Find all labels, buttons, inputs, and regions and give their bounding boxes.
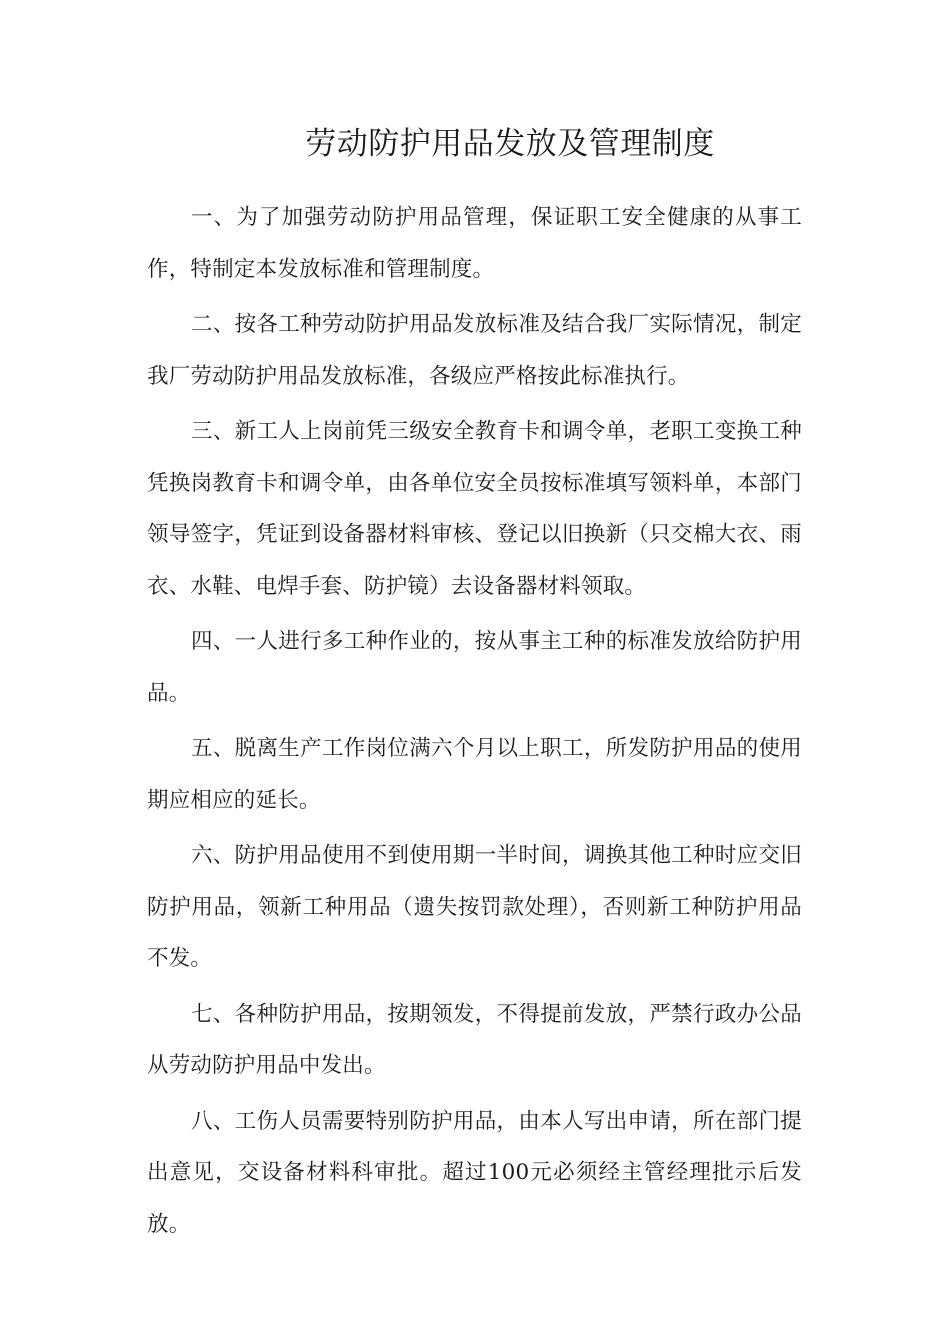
paragraph-8: 八、工伤人员需要特别防护用品，由本人写出申请，所在部门提出意见，交设备材料科审批。超过100元必须经主管经理批示后发放。 (147, 1108, 802, 1237)
paragraph-5: 五、脱离生产工作岗位满六个月以上职工，所发防护用品的使用期应相应的延长。 (147, 736, 802, 813)
document-body (147, 192, 802, 1254)
paragraph-3: 三、新工人上岗前凭三级安全教育卡和调令单，老职工变换工种凭换岗教育卡和调令单，由各单位安全员按标准填写领料单，本部门领导签字，凭证到设备器材料审核、登记以旧换新（只交棉大衣、雨衣、水鞋、电焊手套、防护镜）去设备器材料领取。 (147, 419, 802, 599)
document-title: 劳动防护用品发放及管理制度 (305, 126, 715, 162)
paragraph-7: 七、各种防护用品，按期领发，不得提前发放，严禁行政办公品从劳动防护用品中发出。 (147, 1001, 802, 1078)
paragraph-2: 二、按各工种劳动防护用品发放标准及结合我厂实际情况，制定我厂劳动防护用品发放标准，各级应严格按此标准执行。 (147, 312, 802, 389)
paragraph-6: 六、防护用品使用不到使用期一半时间，调换其他工种时应交旧防护用品，领新工种用品（遗失按罚款处理），否则新工种防护用品不发。 (147, 843, 802, 971)
paragraph-1: 一、为了加强劳动防护用品管理，保证职工安全健康的从事工作，特制定本发放标准和管理制度。 (147, 205, 802, 282)
paragraph-4: 四、一人进行多工种作业的，按从事主工种的标准发放给防护用品。 (147, 629, 802, 706)
